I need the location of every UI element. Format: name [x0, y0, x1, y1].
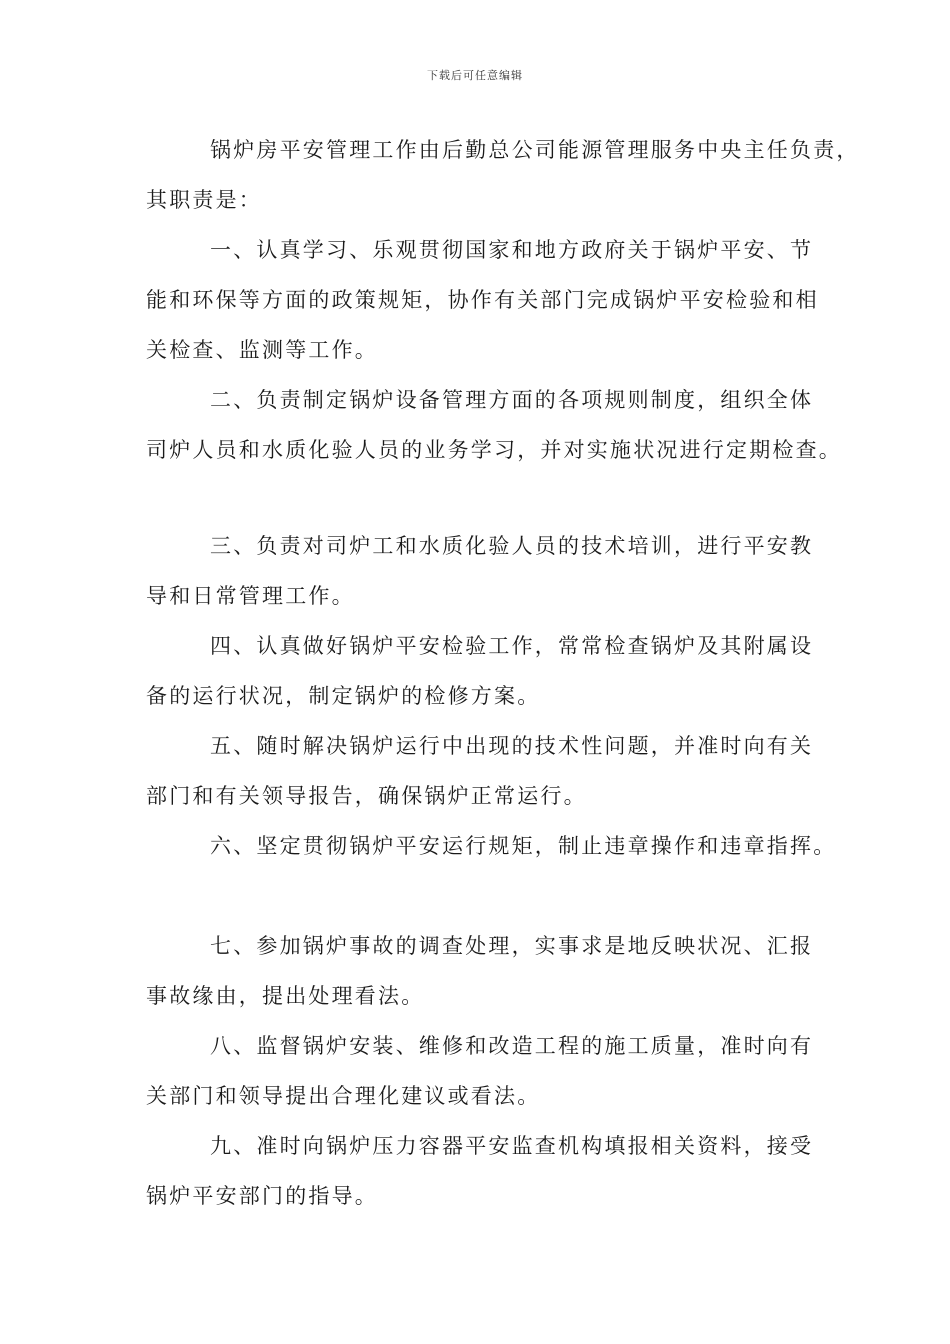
intro-line: 其职责是： — [146, 188, 262, 212]
item-1-line: 一、认真学习、乐观贯彻国家和地方政府关于锅炉平安、节 — [210, 238, 814, 262]
item-6-line: 六、坚定贯彻锅炉平安运行规矩，制止违章操作和违章指挥。 — [210, 834, 837, 858]
item-8-line: 八、监督锅炉安装、维修和改造工程的施工质量，准时向有 — [210, 1034, 814, 1058]
item-9-line: 九、准时向锅炉压力容器平安监查机构填报相关资料，接受 — [210, 1134, 814, 1158]
item-5-line: 部门和有关领导报告，确保锅炉正常运行。 — [146, 784, 587, 808]
item-2-line: 司炉人员和水质化验人员的业务学习，并对实施状况进行定期检查。 — [146, 438, 842, 462]
item-4-line: 四、认真做好锅炉平安检验工作，常常检查锅炉及其附属设 — [210, 634, 814, 658]
item-3-line: 导和日常管理工作。 — [146, 584, 355, 608]
intro-line: 锅炉房平安管理工作由后勤总公司能源管理服务中央主任负责， — [210, 138, 860, 162]
item-3-line: 三、负责对司炉工和水质化验人员的技术培训，进行平安教 — [210, 534, 814, 558]
item-9-line: 锅炉平安部门的指导。 — [146, 1184, 378, 1208]
item-1-line: 能和环保等方面的政策规矩，协作有关部门完成锅炉平安检验和相 — [146, 288, 819, 312]
item-4-line: 备的运行状况，制定锅炉的检修方案。 — [146, 684, 541, 708]
item-7-line: 七、参加锅炉事故的调查处理，实事求是地反映状况、汇报 — [210, 934, 814, 958]
item-8-line: 关部门和领导提出合理化建议或看法。 — [146, 1084, 541, 1108]
item-2-line: 二、负责制定锅炉设备管理方面的各项规则制度，组织全体 — [210, 388, 814, 412]
header-note: 下载后可任意编辑 — [427, 69, 523, 82]
item-5-line: 五、随时解决锅炉运行中出现的技术性问题，并准时向有关 — [210, 734, 814, 758]
item-7-line: 事故缘由，提出处理看法。 — [146, 984, 425, 1008]
item-1-line: 关检查、监测等工作。 — [146, 338, 378, 362]
